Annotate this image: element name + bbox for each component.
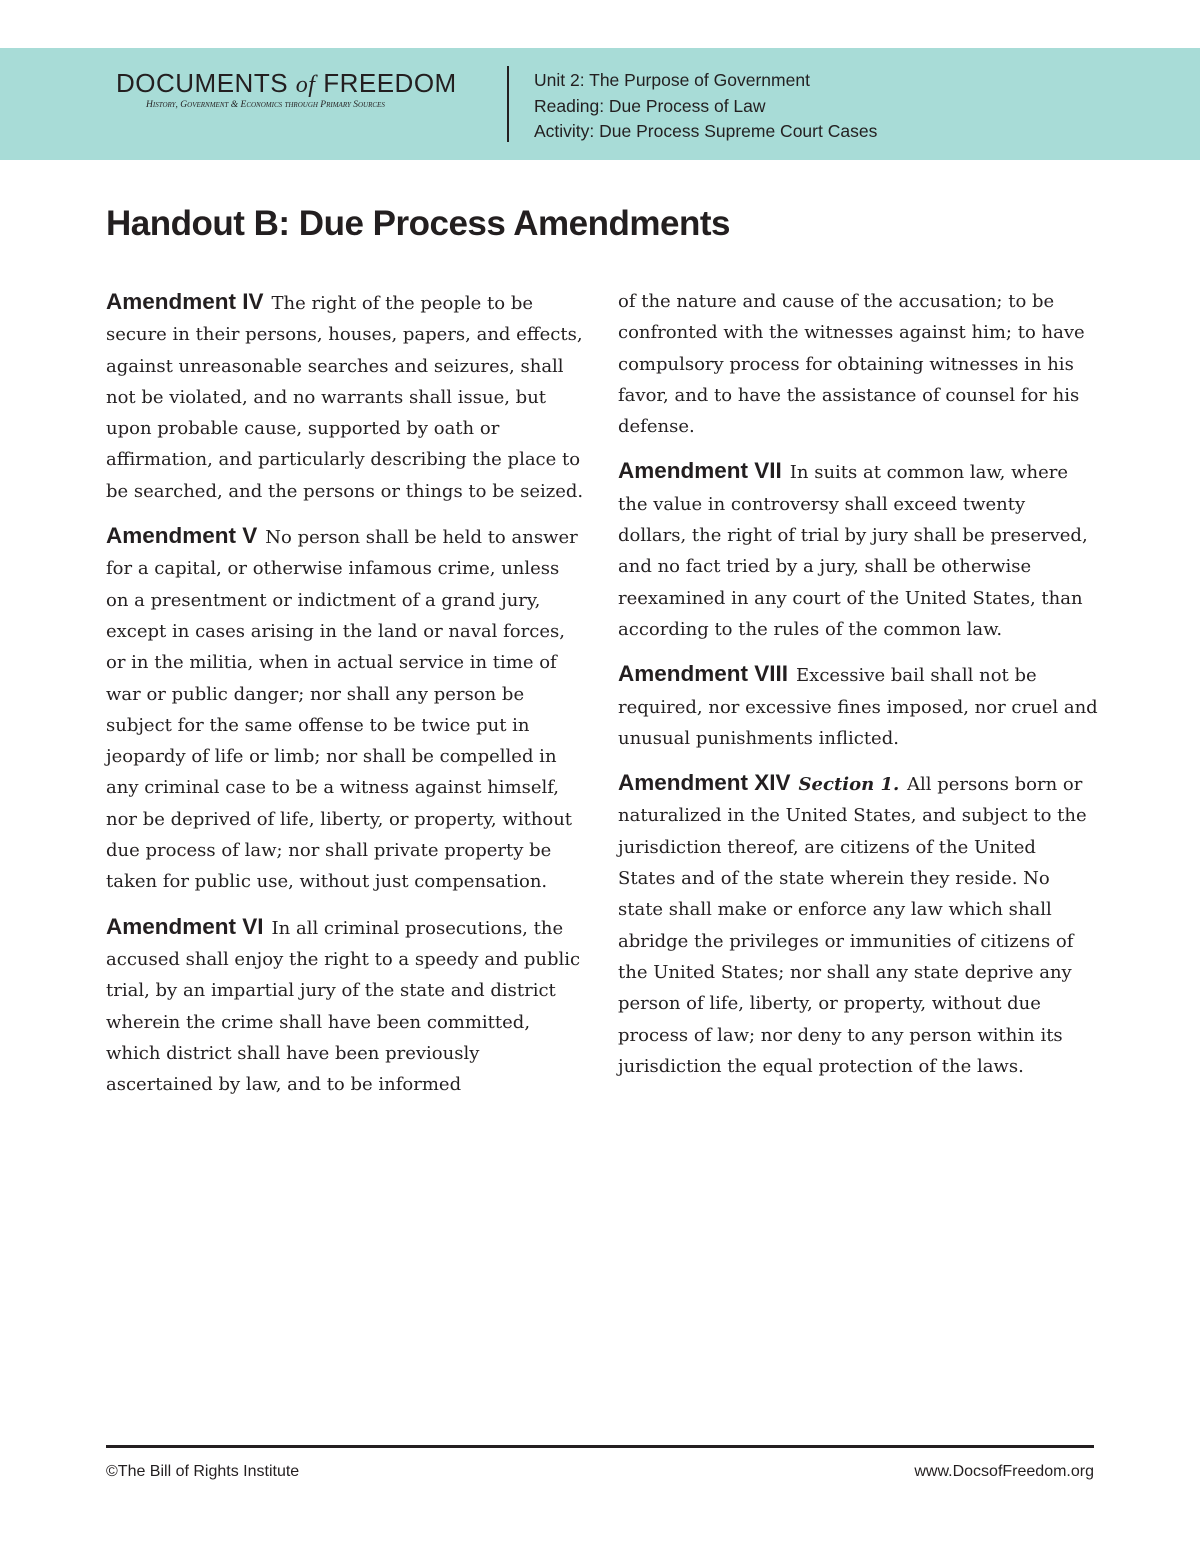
footer-rule (106, 1445, 1094, 1448)
footer-copyright: ©The Bill of Rights Institute (106, 1463, 300, 1480)
amendment-vi-heading: Amendment VI (106, 913, 264, 939)
amendment-viii (618, 658, 1098, 754)
unit-label: Unit 2: The Purpose of Government (534, 70, 810, 90)
amendment-xiv (618, 767, 1098, 1082)
amendment-v (106, 520, 586, 898)
amendment-xiv-heading: Amendment XIV (618, 770, 791, 796)
unit-info (534, 68, 877, 145)
header-banner (0, 48, 1200, 160)
left-column (106, 286, 586, 1113)
logo-title (116, 70, 486, 97)
amendment-iv (106, 286, 586, 507)
logo-word-documents: DOCUMENTS (116, 68, 289, 98)
right-column (618, 286, 1098, 1095)
amendment-v-text: No person shall be held to answer for a capital, or otherwise infamous crime, unless on a presentment or indictment of a grand jury, except in cases arising in the land or naval forces, or in the militia, when in actual service in time of war or public danger; nor shall any person be subject for the same offense to be twice put in jeopardy of life or limb; nor shall be compelled in any criminal case to be a witness against himself, nor be deprived of life, liberty, or property, without due process of law; nor shall private property be taken for public use, without just compensation. (106, 527, 578, 893)
logo-word-of: of (295, 72, 316, 98)
header-divider (507, 66, 509, 142)
amendment-vi (106, 911, 586, 1101)
amendment-viii-text: Excessive bail shall not be required, nor excessive fines imposed, nor cruel and unusual punishments inflicted. (618, 665, 1098, 749)
amendment-vii-heading: Amendment VII (618, 458, 782, 484)
amendment-xiv-text: All persons born or naturalized in the United States, and subject to the jurisdiction thereof, are citizens of the United States and of the state wherein they reside. No state shall make or enforce any law which shall abridge the privileges or immunities of citizens of the United States; nor shall any state deprive any person of life, liberty, or property, without due process of law; nor deny to any person within its jurisdiction the equal protection of the laws. (618, 774, 1087, 1077)
reading-label: Reading: Due Process of Law (534, 95, 766, 116)
amendment-vi-continuation: of the nature and cause of the accusation; to be confronted with the witnesses against him; to have compulsory process for obtaining witnesses in his favor, and to have the assistance of counsel for his defense. (618, 291, 1085, 438)
page-title: Handout B: Due Process Amendments (106, 204, 730, 243)
logo-word-freedom: FREEDOM (323, 68, 457, 98)
amendment-iv-text: The right of the people to be secure in their persons, houses, papers, and effects, against unreasonable searches and seizures, shall not be violated, and no warrants shall issue, but upon probable cause, supported by oath or affirmation, and particularly describing the place to be searched, and the persons or things to be seized. (106, 293, 584, 502)
amendment-iv-heading: Amendment IV (106, 289, 264, 314)
footer-website-link[interactable]: www.DocsofFreedom.org (914, 1463, 1094, 1480)
amendment-viii-heading: Amendment VIII (618, 661, 789, 687)
amendment-v-heading: Amendment V (106, 523, 258, 549)
activity-label: Activity: Due Process Supreme Court Cases (534, 121, 878, 141)
amendment-vi-text: In all criminal prosecutions, the accused shall enjoy the right to a speedy and public trial, by an impartial jury of the state and district wherein the crime shall have been committed, which district shall have been previously ascertained by law, and to be informed (106, 917, 581, 1096)
amendment-vii (618, 455, 1098, 645)
documents-of-freedom-logo (116, 70, 486, 110)
amendment-vii-text: In suits at common law, where the value in controversy shall exceed twenty dollars, the right of trial by jury shall be preserved, and no fact tried by a jury, shall be otherwise reexamined in any court of the United States, than according to the rules of the common law. (618, 462, 1088, 640)
amendment-xiv-section-label: Section 1. (798, 774, 900, 796)
logo-subtitle: History, Government & Economics through Primary Sources (146, 100, 385, 110)
